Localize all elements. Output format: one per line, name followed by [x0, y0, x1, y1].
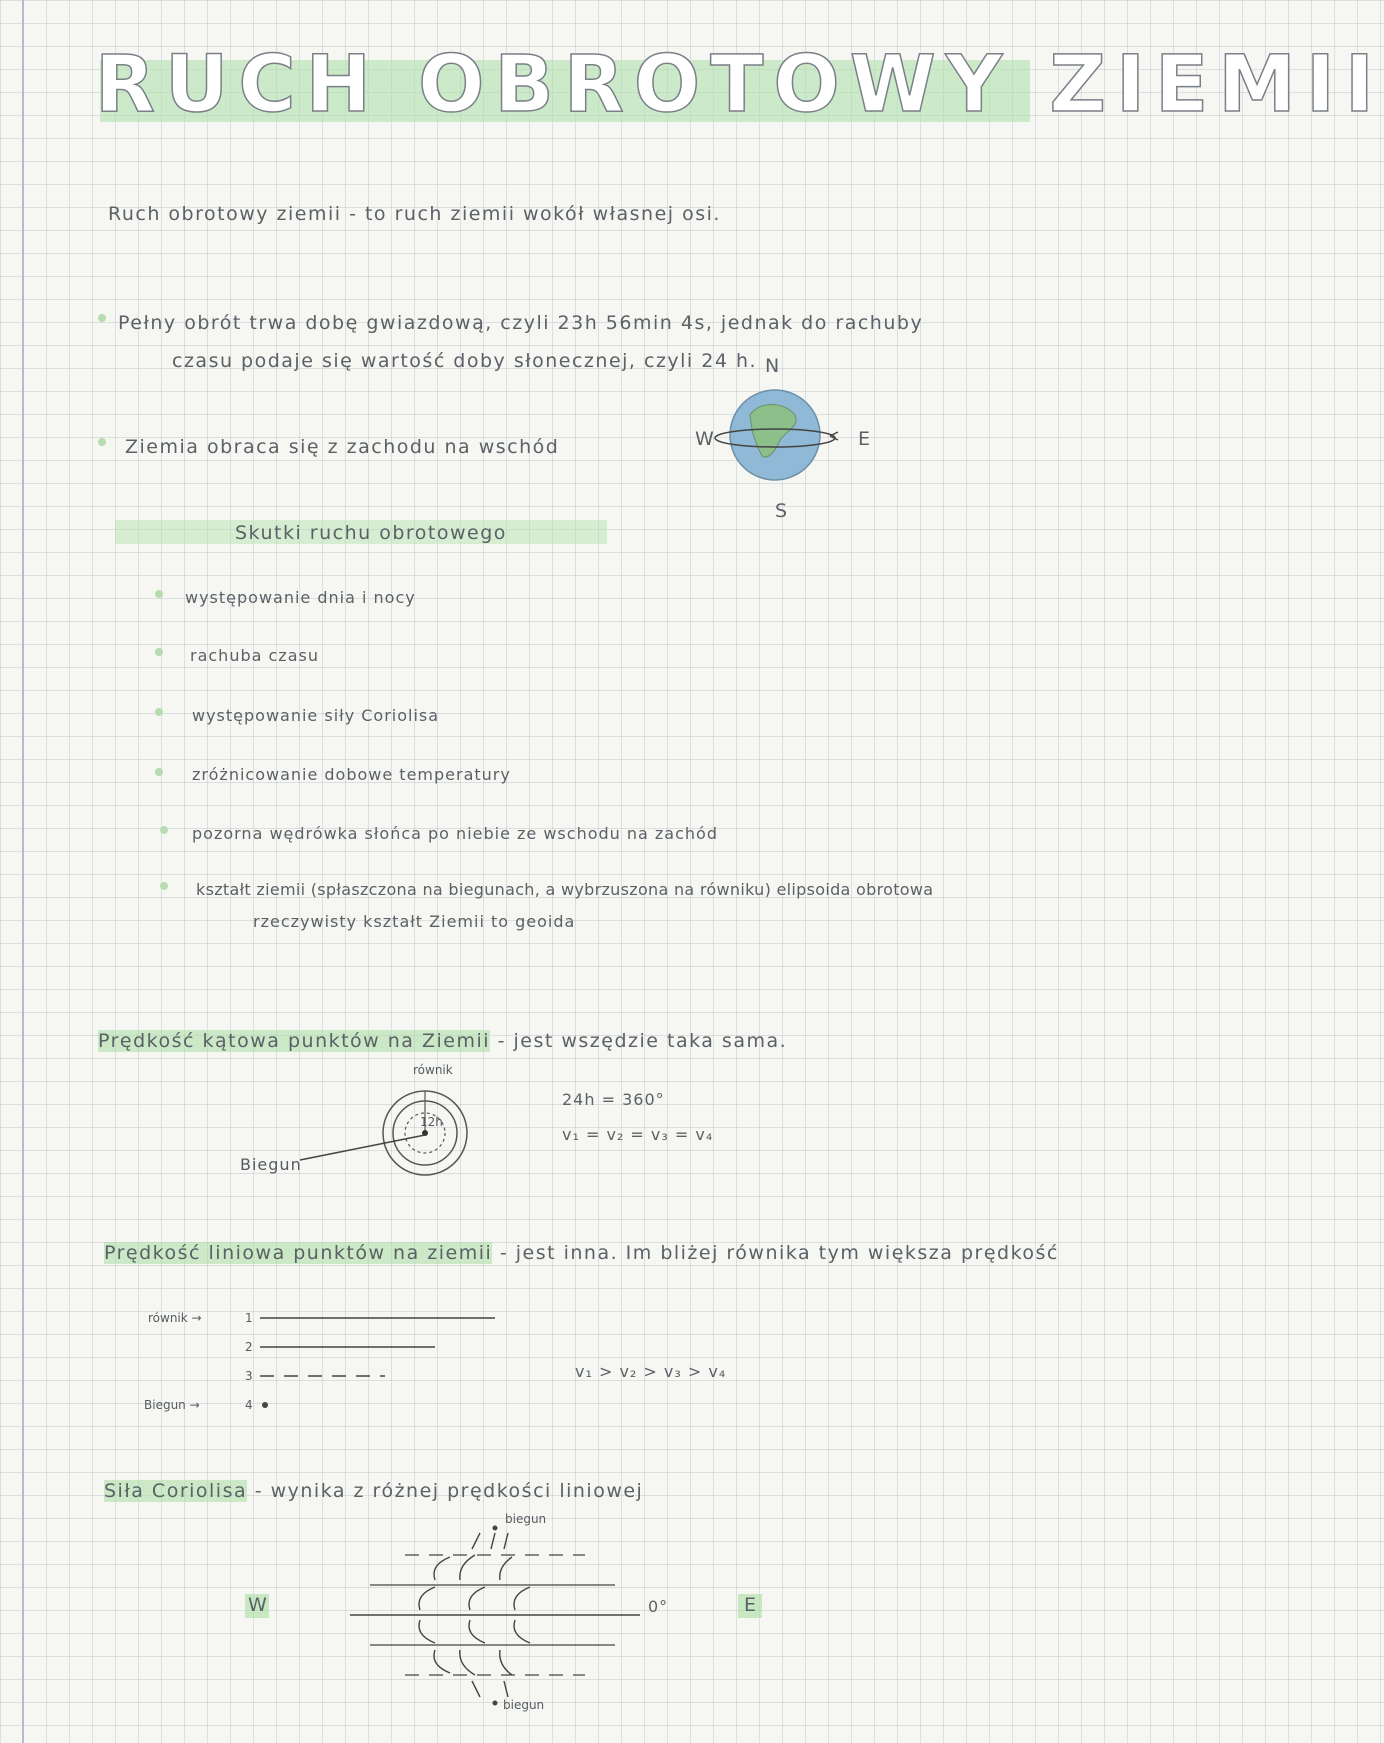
angular-eq1: 24h = 360°	[562, 1090, 665, 1109]
linear-num: 3	[245, 1369, 253, 1383]
coriolis-north-pole	[493, 1526, 498, 1531]
angular-equator-label: równik	[413, 1063, 453, 1077]
angular-term: Prędkość kątowa punktów na Ziemii	[98, 1030, 491, 1052]
bullet-dot	[160, 826, 168, 834]
coriolis-diagram	[340, 1525, 660, 1715]
effect-item: kształt ziemii (spłaszczona na biegunach, a wybrzuszona na równiku) elipsoida obrotowa	[196, 880, 934, 899]
angular-pole-pointer	[300, 1130, 430, 1170]
angular-heading	[98, 1030, 787, 1052]
definition-term: Ruch obrotowy ziemii	[108, 203, 342, 225]
coriolis-bottom-label: biegun	[503, 1698, 545, 1712]
bullet1-line1: Pełny obrót trwa dobę gwiazdową, czyli 23h 56min 4s, jednak do rachuby	[118, 312, 924, 334]
coriolis-term: Siła Coriolisa	[104, 1480, 248, 1502]
coriolis-west: W	[248, 1594, 269, 1616]
linear-equator-label: równik →	[148, 1311, 202, 1325]
bullet-dot	[98, 314, 106, 322]
coriolis-top-label: biegun	[505, 1512, 547, 1526]
coriolis-heading	[104, 1480, 643, 1502]
linear-pole-label: Biegun →	[144, 1398, 200, 1412]
coriolis-zero: 0°	[648, 1597, 669, 1616]
angular-inner-label: 12h	[420, 1115, 443, 1129]
linear-num: 2	[245, 1340, 253, 1354]
linear-heading	[104, 1242, 1059, 1264]
angular-pole-label: Biegun	[240, 1155, 302, 1174]
bullet1-line2: czasu podaje się wartość doby słonecznej, czyli 24 h.	[172, 350, 758, 372]
coriolis-east: E	[744, 1594, 758, 1616]
definition-line	[108, 203, 721, 225]
effect-item: zróżnicowanie dobowe temperatury	[192, 765, 511, 784]
linear-num: 1	[245, 1311, 253, 1325]
bullet-dot	[160, 882, 168, 890]
linear-diagram	[255, 1310, 505, 1420]
effect-item: występowanie siły Coriolisa	[192, 706, 440, 725]
linear-point-4	[262, 1402, 268, 1408]
linear-term: Prędkość liniowa punktów na ziemii	[104, 1242, 493, 1264]
coriolis-rest: - wynika z różnej prędkości liniowej	[254, 1480, 644, 1502]
angular-eq2: v₁ = v₂ = v₃ = v₄	[562, 1125, 714, 1144]
effect-item: rachuba czasu	[190, 646, 319, 665]
globe-south: S	[775, 500, 789, 522]
bullet-dot	[155, 708, 163, 716]
globe-east: E	[858, 428, 872, 450]
bullet-dot	[155, 768, 163, 776]
bullet-dot	[98, 438, 106, 446]
linear-rest: - jest inna. Im bliżej równika tym większa prędkość	[499, 1242, 1059, 1264]
bullet-dot	[155, 590, 163, 598]
effects-heading: Skutki ruchu obrotowego	[235, 522, 507, 544]
coriolis-south-pole	[493, 1701, 498, 1706]
linear-num: 4	[245, 1398, 253, 1412]
effect-item-line2: rzeczywisty kształt Ziemii to geoida	[253, 912, 576, 931]
bullet-dot	[155, 648, 163, 656]
page-title: RUCH OBROTOWY ZIEMII	[95, 40, 1384, 130]
bullet2-text: Ziemia obraca się z zachodu na wschód	[125, 436, 560, 458]
angular-rest: - jest wszędzie taka sama.	[497, 1030, 788, 1052]
margin-line	[22, 0, 24, 1743]
effect-item: pozorna wędrówka słońca po niebie ze wschodu na zachód	[192, 824, 718, 843]
definition-rest: - to ruch ziemii wokół własnej osi.	[349, 203, 721, 225]
effect-item: występowanie dnia i nocy	[185, 588, 416, 607]
globe-west: W	[695, 428, 716, 450]
globe-north: N	[765, 355, 781, 377]
linear-ineq: v₁ > v₂ > v₃ > v₄	[575, 1362, 727, 1381]
